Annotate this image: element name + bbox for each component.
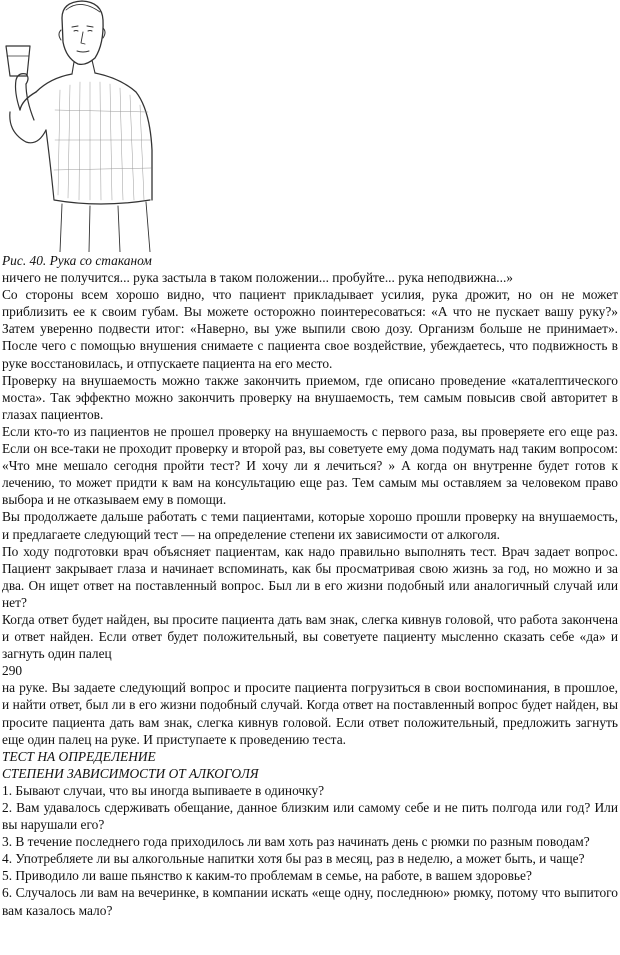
test-heading-line-1: ТЕСТ НА ОПРЕДЕЛЕНИЕ (2, 748, 156, 764)
paragraph: Когда ответ будет найден, вы просите пациента дать вам знак, слегка кивнув головой, что работа закончена и ответ найден. Если ответ будет положительный, вы советуете пациенту мысленно сказать себе «да» и загнуть один палец (2, 611, 618, 662)
page-number: 290 (2, 663, 23, 679)
question-item: 6. Случалось ли вам на вечеринке, в компании искать «еще одну, последнюю» рюмку, потому что выпитого вам казалось мало? (2, 885, 618, 918)
question-item: 2. Вам удавалось сдерживать обещание, данное близким или самому себе и не пить полгода или год? Или вы нарушали его? (2, 800, 618, 833)
question-item: 3. В течение последнего года приходилось ли вам хоть раз начинать день с рюмки по разным поводам? (2, 834, 590, 850)
paragraph: По ходу подготовки врач объясняет пациентам, как надо правильно выполнять тест. Врач задает вопрос. Пациент закрывает глаза и начинает вспоминать, как бы просматривая свою жизнь за год, но можно и за два. Он ищет ответ на поставленный вопрос. Был ли в его жизни подобный или аналогичный случай или нет? (2, 543, 618, 610)
question-item: 1. Бывают случаи, что вы иногда выпиваете в одиночку? (2, 782, 325, 798)
man-holding-glass-illustration (0, 0, 170, 252)
paragraph: на руке. Вы задаете следующий вопрос и просите пациента погрузиться в свои воспоминания, в прошлое, и найти ответ, был ли в его жизни подобный случай. Когда ответ на поставленный вопрос будет найден, вы просите пациента дать вам знак, слегка кивнув головой. Если ответ положительный, предложить загнуть еще один палец на руке. И приступаете к проведению теста. (2, 680, 618, 747)
paragraph: Вы продолжаете дальше работать с теми пациентами, которые хорошо прошли проверку на внушаемость, и предлагаете следующий тест — на определение степени их зависимости от алкоголя. (2, 509, 618, 542)
paragraph: ничего не получится... рука застыла в таком положении... пробуйте... рука неподвижна...» (2, 270, 513, 286)
paragraph: Проверку на внушаемость можно также закончить приемом, где описано проведение «каталептического моста». Так эффектно можно закончить проверку на внушаемость, тем самым повысив свой авторитет в глазах пациентов. (2, 372, 618, 422)
test-heading-line-2: СТЕПЕНИ ЗАВИСИМОСТИ ОТ АЛКОГОЛЯ (2, 765, 259, 781)
question-list (2, 782, 618, 919)
question-item: 4. Употребляете ли вы алкогольные напитки хотя бы раз в месяц, раз в неделю, а может быть, и чаще? (2, 851, 585, 867)
figure-caption: Рис. 40. Рука со стаканом (2, 253, 152, 268)
paragraph: Со стороны всем хорошо видно, что пациент прикладывает усилия, рука дрожит, но он не может приблизить ее к своим губам. Вы можете осторожно поинтересоваться: «А что не пускает вашу руку?» Затем уверенно подвести итог: «Наверно, вы уже выпили свою дозу. Организм больше не принимает». После чего с помощью внушения снимаете с пациента свое воздействие, убеждаетесь, что подвижность в руке восстановилась, и отпускаете пациента на его место. (2, 287, 618, 371)
body-text (2, 252, 618, 919)
question-item: 5. Приводило ли ваше пьянство к каким-то проблемам в семье, на работе, в вашем здоровье? (2, 868, 532, 884)
paragraph: Если кто-то из пациентов не прошел проверку на внушаемость с первого раза, вы проверяете его еще раз. Если он все-таки не проходит проверку и второй раз, вы советуете ему дома подумать над таким вопросом: «Что мне мешало сегодня пройти тест? И хочу ли я лечиться? » А когда он внутренне будет готов к лечению, то может придти к вам на консультацию еще раз. Тем самым мы оставляем за человеком право выбора и не отказываем ему в помощи. (2, 423, 618, 508)
